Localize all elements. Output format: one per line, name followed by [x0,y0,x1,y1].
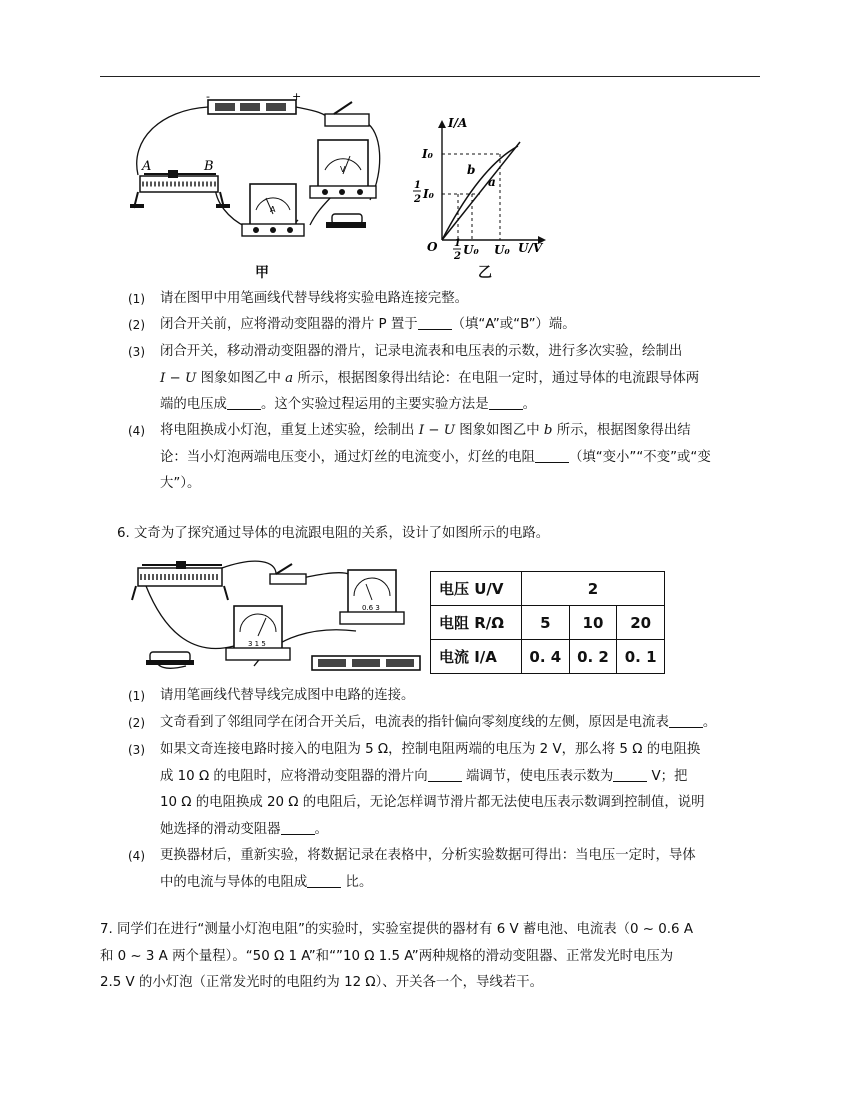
q5-item-3: (3) 闭合开关，移动滑动变阻器的滑片，记录电流表和电压表的示数，进行多次实验，绘制出 I − U 图象如图乙中 a 所示，根据图象得出结论：在电阻一定时，通过导体的电流跟导体两 端的电压成 。这个实验过程运用的主要实验方法是 。 [128,344,700,412]
answer-blank[interactable] [227,395,261,410]
x-tick-half-num: 1 [454,238,461,249]
table-row [431,606,665,640]
answer-blank[interactable] [281,820,315,835]
graph-x-axis: U/V [518,241,543,255]
svg-text:3 1 5: 3 1 5 [248,640,266,648]
battery-plus: + [292,90,302,103]
figure-label-yi: 乙 [478,265,492,281]
rheostat-label-a: A [142,159,152,174]
ammeter-icon [242,184,304,236]
answer-blank[interactable] [489,395,523,410]
battery-icon [312,656,420,670]
svg-text:0.6 3: 0.6 3 [362,604,380,612]
ammeter-icon [340,570,404,624]
svg-text:A: A [270,205,276,214]
y-tick-i0: I₀ [422,147,433,161]
resistor-icon [146,652,194,665]
battery-icon [208,100,296,114]
q6-item-3: (3) 如果文奇连接电路时接入的电阻为 5 Ω，控制电阻两端的电压为 2 V，那么将 5 Ω 的电阻换 成 10 Ω 的电阻时，应将滑动变阻器的滑片向 端调节，使电压表示数为 V；把 10 Ω 的电阻换成 20 Ω 的电阻后，无论怎样调节滑片都无法使电压表示数调到控制值，说明 她选择的滑动变阻器 。 [128,742,705,837]
header-rule [100,76,760,77]
answer-blank[interactable] [418,315,452,330]
answer-blank[interactable] [613,767,647,782]
q7-stem: 7. 同学们在进行“测量小灯泡电阻”的实验时，实验室提供的器材有 6 V 蓄电池、电流表（0 ~ 0.6 A 和 0 ~ 3 A 两个量程）。“50 Ω 1 A”和“”10 Ω 1.5 A”两种规格的滑动变阻器、正常发光时电压为 2.5 V 的小灯泡（正常发光时的电阻约为 12 Ω）、开关各一个，导线若干。 [100,922,693,990]
battery-minus: - [206,90,210,103]
svg-text:V: V [340,165,346,174]
table-cell: 20 [617,606,665,640]
circuit-figure-jia [120,90,390,240]
rheostat-icon [132,561,228,600]
q6-stem: 6. 文奇为了探究通过导体的电流跟电阻的关系，设计了如图所示的电路。 [117,526,550,541]
q6-item-4: (4) 更换器材后，重新实验，将数据记录在表格中，分析实验数据可得出：当电压一定时，导体 中的电流与导体的电阻成 比。 [128,848,696,890]
y-tick-half-den: 2 [414,194,421,205]
table-cell: 2 [522,572,665,606]
switch-icon [325,102,369,126]
graph-origin: O [427,240,438,254]
answer-blank[interactable] [535,448,569,463]
table-cell: 10 [569,606,617,640]
figure-label-jia: 甲 [255,265,269,281]
x-tick-half-sym: U₀ [463,243,479,257]
curve-a-label: a [488,175,496,189]
graph-y-axis: I/A [448,116,468,130]
table-header-resistance: 电阻 R/Ω [431,606,522,640]
q6-item-1: (1) 请用笔画线代替导线完成图中电路的连接。 [128,688,415,703]
q5-item-4: (4) 将电阻换成小灯泡，重复上述实验，绘制出 I − U 图象如图乙中 b 所示，根据图象得出结 论：当小灯泡两端电压变小，通过灯丝的电流变小，灯丝的电阻 （填“变小”“不变”或“变 大”）。 [128,423,711,491]
voltmeter-icon [310,140,376,198]
x-tick-half-den: 2 [454,251,461,262]
rheostat-icon [130,170,230,208]
answer-blank[interactable] [307,873,341,888]
resistor-icon [326,214,366,228]
table-cell: 0. 2 [569,640,617,674]
q6-data-table [430,571,665,674]
q5-item-2: (2) 闭合开关前，应将滑动变阻器的滑片 P 置于 （填“A”或“B”）端。 [128,317,576,332]
table-row [431,640,665,674]
table-header-voltage: 电压 U/V [431,572,522,606]
curve-b-label: b [467,163,476,177]
voltmeter-icon [226,606,290,660]
table-header-current: 电流 I/A [431,640,522,674]
table-row [431,572,665,606]
q5-item-1: (1) 请在图甲中用笔画线代替导线将实验电路连接完整。 [128,291,468,306]
answer-blank[interactable] [669,713,703,728]
x-tick-full: U₀ [494,243,510,257]
circuit-figure-q6 [126,556,426,682]
rheostat-label-b: B [204,159,214,174]
table-cell: 0. 4 [522,640,570,674]
y-tick-half-sym: I₀ [423,187,434,201]
table-cell: 0. 1 [617,640,665,674]
iu-graph-yi [410,112,570,262]
switch-icon [270,564,306,584]
answer-blank[interactable] [428,767,462,782]
table-cell: 5 [522,606,570,640]
q6-item-2: (2) 文奇看到了邻组同学在闭合开关后，电流表的指针偏向零刻度线的左侧，原因是电流表 。 [128,715,717,730]
y-tick-half-num: 1 [414,180,421,191]
